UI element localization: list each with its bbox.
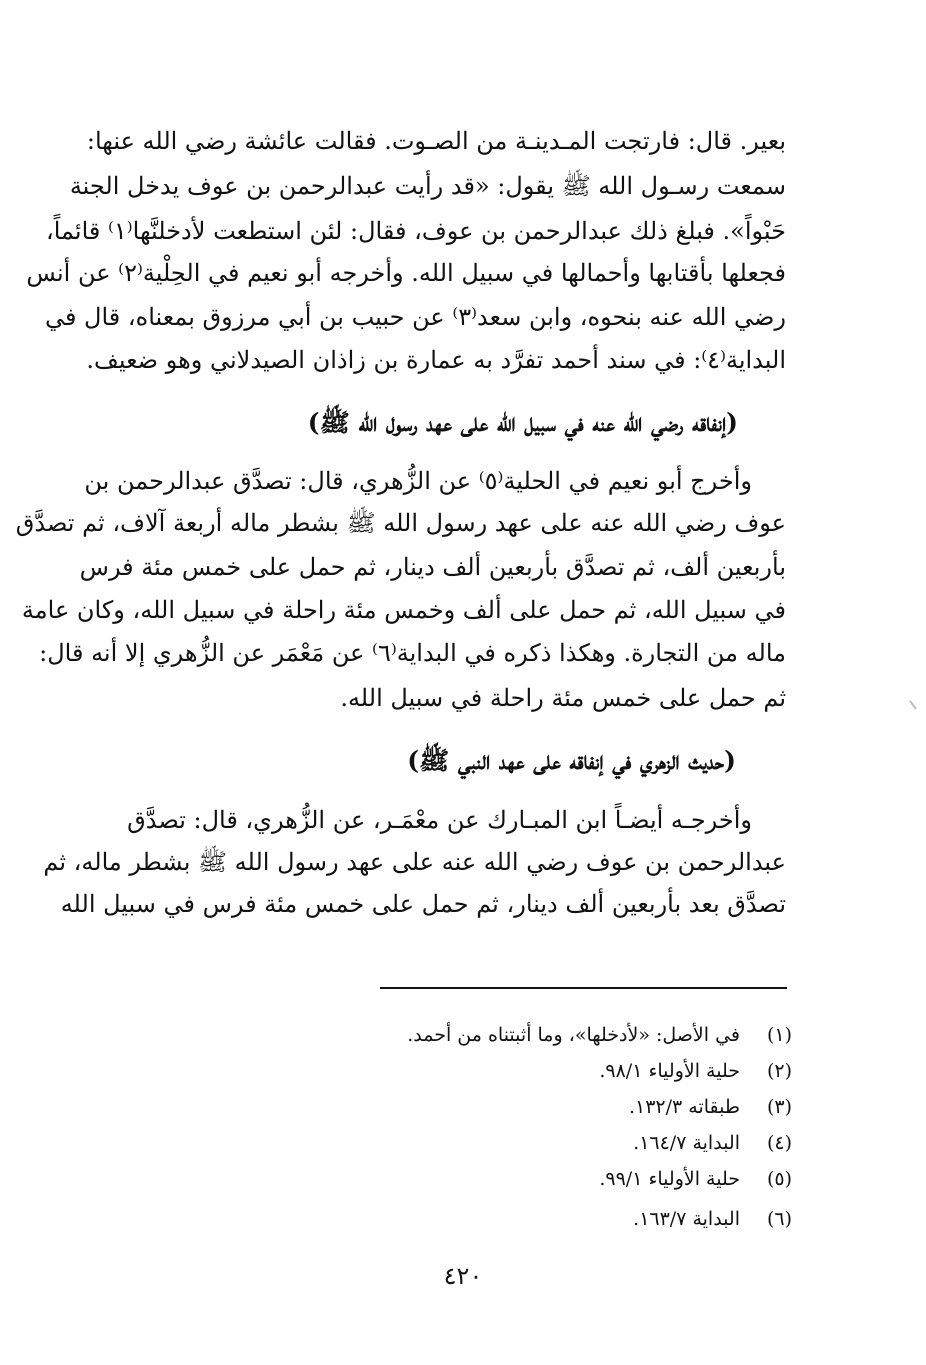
body-line: سمعت رسـول الله ﷺ يقول: «قد رأيت عبدالرحمن بن عوف يدخل الجنة bbox=[69, 172, 786, 200]
body-line: البداية⁽٤⁾: في سند أحمد تفرَّد به عمارة بن زاذان الصيدلاني وهو ضعيف. bbox=[86, 346, 786, 374]
body-line: تصدَّق بعد بأربعين ألف دينار، ثم حمل على خمس مئة فرس في سبيل الله bbox=[60, 890, 786, 918]
footnote-text: البداية ١٦٤/٧. bbox=[633, 1132, 740, 1154]
body-line: بأربعين ألف، ثم تصدَّق بأربعين ألف دينار، ثم حمل على خمس مئة فرس bbox=[79, 553, 786, 581]
section-heading: (إنفاقه رضي الله عنه في سبيل الله على عهد رسول الله ﷺ) bbox=[307, 408, 738, 437]
footnote-text: حلية الأولياء ٩٩/١. bbox=[599, 1168, 740, 1190]
footnote-number: (٦) bbox=[766, 1208, 792, 1230]
body-line: عوف رضي الله عنه على عهد رسول الله ﷺ بشطر ماله أربعة آلاف، ثم تصدَّق bbox=[15, 509, 786, 537]
body-line: ماله من التجارة. وهكذا ذكره في البداية⁽٦⁾ عن مَعْمَر عن الزُّهري إلا أنه قال: bbox=[39, 639, 786, 667]
body-line: عبدالرحمن بن عوف رضي الله عنه على عهد رسول الله ﷺ بشطر ماله، ثم bbox=[43, 848, 786, 876]
body-line: في سبيل الله، ثم حمل على ألف وخمس مئة راحلة في سبيل الله، وكان عامة bbox=[21, 596, 786, 624]
body-line: حَبْواً». فبلغ ذلك عبدالرحمن بن عوف، فقال: لئن استطعت لأدخلنَّها⁽١⁾ قائماً، bbox=[45, 217, 786, 245]
footnote bbox=[232, 1022, 792, 1048]
footnote-text: طبقاته ١٣٢/٣. bbox=[628, 1096, 740, 1118]
footnote-number: (٣) bbox=[766, 1096, 792, 1118]
footnote bbox=[232, 1130, 792, 1156]
footnote bbox=[232, 1058, 792, 1084]
footnote bbox=[232, 1166, 792, 1192]
footnote bbox=[232, 1206, 792, 1232]
scan-speck bbox=[909, 700, 916, 709]
footnote-number: (٥) bbox=[766, 1168, 792, 1190]
body-line: رضي الله عنه بنحوه، وابن سعد⁽٣⁾ عن حبيب بن أبي مرزوق بمعناه، قال في bbox=[44, 303, 786, 331]
footnote-number: (٤) bbox=[766, 1132, 792, 1154]
body-line: ثم حمل على خمس مئة راحلة في سبيل الله. bbox=[340, 684, 786, 712]
footnote-separator bbox=[380, 987, 787, 989]
footnote-number: (٢) bbox=[766, 1060, 792, 1082]
section-heading: (حديث الزهري في إنفاقه على عهد النبي ﷺ) bbox=[407, 746, 736, 775]
footnote bbox=[232, 1094, 792, 1120]
body-line: وأخرجـه أيضـاً ابن المبـارك عن معْمَـر، عن الزُّهري، قال: تصدَّق bbox=[127, 806, 752, 834]
footnote-text: حلية الأولياء ٩٨/١. bbox=[599, 1060, 740, 1082]
body-line: بعير. قال: فارتجت المـدينـة من الصـوت. فقالت عائشة رضي الله عنها: bbox=[86, 127, 786, 155]
body-line: وأخرج أبو نعيم في الحلية⁽٥⁾ عن الزُّهري، قال: تصدَّق عبدالرحمن بن bbox=[84, 467, 752, 495]
footnote-number: (١) bbox=[766, 1024, 792, 1046]
body-line: فجعلها بأقتابها وأحمالها في سبيل الله. وأخرجه أبو نعيم في الحِلْية⁽٢⁾ عن أنس bbox=[26, 259, 786, 287]
footnote-text: البداية ١٦٣/٧. bbox=[633, 1208, 740, 1230]
footnote-text: في الأصل: «لأدخلها»، وما أثبتناه من أحمد. bbox=[407, 1024, 740, 1046]
page-number: ٤٢٠ bbox=[443, 1262, 483, 1290]
